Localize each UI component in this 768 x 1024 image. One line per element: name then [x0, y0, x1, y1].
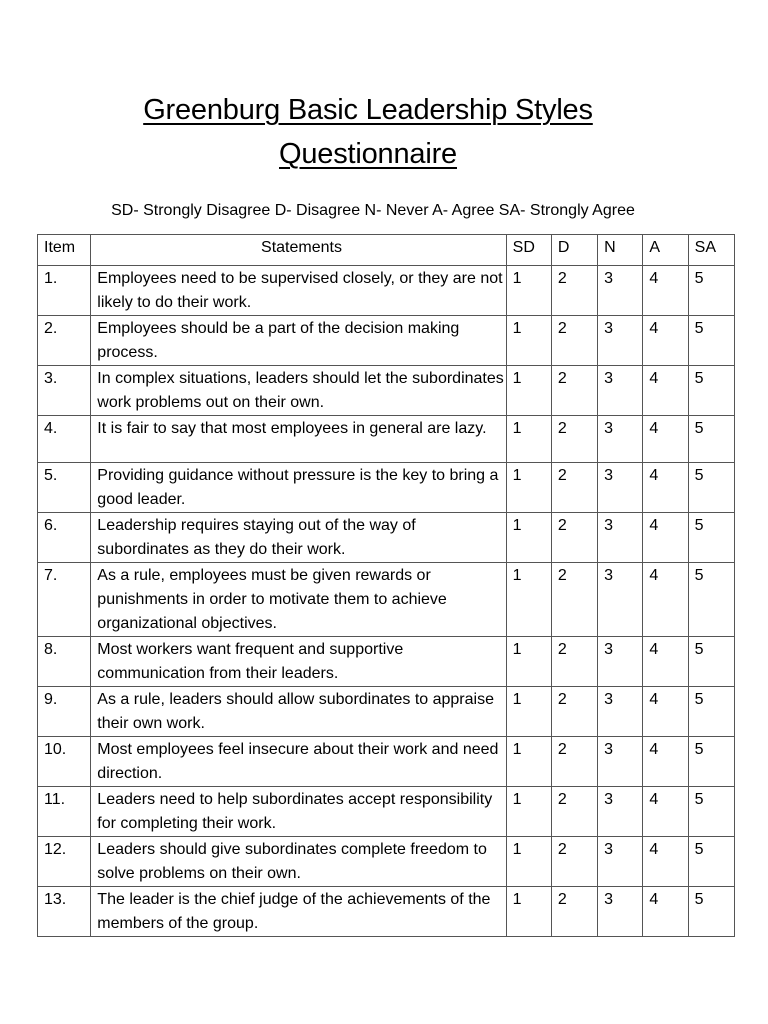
- statement-text: Employees should be a part of the decision making process.: [91, 316, 506, 366]
- rating-n: 3: [598, 513, 643, 563]
- table-row: [38, 463, 735, 513]
- item-number: 3.: [38, 366, 91, 416]
- item-number: 1.: [38, 266, 91, 316]
- header-a: A: [643, 235, 688, 266]
- rating-n: 3: [598, 887, 643, 937]
- table-row: [38, 887, 735, 937]
- statement-text: Leadership requires staying out of the way of subordinates as they do their work.: [91, 513, 506, 563]
- statement-text: Most employees feel insecure about their work and need direction.: [91, 737, 506, 787]
- rating-n: 3: [598, 687, 643, 737]
- item-number: 4.: [38, 416, 91, 463]
- rating-sd: 1: [506, 887, 551, 937]
- statement-text: Providing guidance without pressure is the key to bring a good leader.: [91, 463, 506, 513]
- rating-n: 3: [598, 837, 643, 887]
- header-item: Item: [38, 235, 91, 266]
- rating-n: 3: [598, 316, 643, 366]
- rating-sa: 5: [688, 266, 734, 316]
- rating-sa: 5: [688, 416, 734, 463]
- rating-a: 4: [643, 266, 688, 316]
- table-row: [38, 787, 735, 837]
- rating-sd: 1: [506, 563, 551, 637]
- item-number: 8.: [38, 637, 91, 687]
- statement-text: The leader is the chief judge of the achievements of the members of the group.: [91, 887, 506, 937]
- item-number: 12.: [38, 837, 91, 887]
- rating-d: 2: [551, 887, 597, 937]
- rating-a: 4: [643, 366, 688, 416]
- rating-sa: 5: [688, 887, 734, 937]
- rating-sa: 5: [688, 687, 734, 737]
- rating-sd: 1: [506, 416, 551, 463]
- document-title-line-2: Questionnaire: [279, 138, 457, 170]
- table-row: [38, 366, 735, 416]
- rating-a: 4: [643, 887, 688, 937]
- rating-sa: 5: [688, 316, 734, 366]
- rating-sa: 5: [688, 787, 734, 837]
- rating-d: 2: [551, 837, 597, 887]
- rating-scale-legend: SD- Strongly Disagree D- Disagree N- Never A- Agree SA- Strongly Agree: [111, 202, 635, 219]
- statement-text: As a rule, employees must be given rewards or punishments in order to motivate them to achieve organizational objectives.: [91, 563, 506, 637]
- table-row: [38, 266, 735, 316]
- item-number: 6.: [38, 513, 91, 563]
- rating-d: 2: [551, 737, 597, 787]
- rating-sd: 1: [506, 787, 551, 837]
- item-number: 10.: [38, 737, 91, 787]
- statement-text: It is fair to say that most employees in general are lazy.: [91, 416, 506, 463]
- rating-sd: 1: [506, 737, 551, 787]
- item-number: 5.: [38, 463, 91, 513]
- rating-d: 2: [551, 637, 597, 687]
- table-row: [38, 416, 735, 463]
- item-number: 2.: [38, 316, 91, 366]
- rating-d: 2: [551, 787, 597, 837]
- rating-sa: 5: [688, 366, 734, 416]
- header-sa: SA: [688, 235, 734, 266]
- rating-sd: 1: [506, 366, 551, 416]
- rating-n: 3: [598, 563, 643, 637]
- rating-a: 4: [643, 463, 688, 513]
- rating-n: 3: [598, 416, 643, 463]
- rating-d: 2: [551, 366, 597, 416]
- rating-n: 3: [598, 266, 643, 316]
- rating-a: 4: [643, 637, 688, 687]
- rating-sd: 1: [506, 687, 551, 737]
- rating-d: 2: [551, 316, 597, 366]
- rating-n: 3: [598, 463, 643, 513]
- rating-sd: 1: [506, 266, 551, 316]
- rating-sa: 5: [688, 637, 734, 687]
- header-d: D: [551, 235, 597, 266]
- table-row: [38, 687, 735, 737]
- document-title-line-1: Greenburg Basic Leadership Styles: [143, 94, 593, 126]
- rating-a: 4: [643, 837, 688, 887]
- rating-sa: 5: [688, 837, 734, 887]
- statement-text: In complex situations, leaders should let the subordinates work problems out on their own.: [91, 366, 506, 416]
- rating-d: 2: [551, 513, 597, 563]
- rating-a: 4: [643, 513, 688, 563]
- rating-sa: 5: [688, 563, 734, 637]
- table-row: [38, 837, 735, 887]
- questionnaire-table: [37, 234, 735, 937]
- rating-a: 4: [643, 737, 688, 787]
- item-number: 9.: [38, 687, 91, 737]
- rating-n: 3: [598, 637, 643, 687]
- rating-n: 3: [598, 787, 643, 837]
- table-row: [38, 513, 735, 563]
- statement-text: As a rule, leaders should allow subordinates to appraise their own work.: [91, 687, 506, 737]
- statement-text: Employees need to be supervised closely, or they are not likely to do their work.: [91, 266, 506, 316]
- statement-text: Most workers want frequent and supportive communication from their leaders.: [91, 637, 506, 687]
- table-header-row: [38, 235, 735, 266]
- rating-sd: 1: [506, 637, 551, 687]
- rating-sd: 1: [506, 837, 551, 887]
- item-number: 13.: [38, 887, 91, 937]
- item-number: 7.: [38, 563, 91, 637]
- table-row: [38, 737, 735, 787]
- rating-sd: 1: [506, 463, 551, 513]
- rating-a: 4: [643, 787, 688, 837]
- rating-sa: 5: [688, 513, 734, 563]
- table-row: [38, 316, 735, 366]
- rating-a: 4: [643, 563, 688, 637]
- rating-d: 2: [551, 563, 597, 637]
- rating-d: 2: [551, 416, 597, 463]
- statement-text: Leaders should give subordinates complete freedom to solve problems on their own.: [91, 837, 506, 887]
- rating-sa: 5: [688, 463, 734, 513]
- rating-d: 2: [551, 463, 597, 513]
- rating-n: 3: [598, 366, 643, 416]
- rating-sd: 1: [506, 316, 551, 366]
- header-sd: SD: [506, 235, 551, 266]
- table-row: [38, 637, 735, 687]
- header-statements: Statements: [91, 235, 506, 266]
- rating-sa: 5: [688, 737, 734, 787]
- item-number: 11.: [38, 787, 91, 837]
- rating-a: 4: [643, 416, 688, 463]
- rating-a: 4: [643, 316, 688, 366]
- statement-text: Leaders need to help subordinates accept responsibility for completing their work.: [91, 787, 506, 837]
- rating-n: 3: [598, 737, 643, 787]
- rating-d: 2: [551, 266, 597, 316]
- rating-a: 4: [643, 687, 688, 737]
- rating-d: 2: [551, 687, 597, 737]
- rating-sd: 1: [506, 513, 551, 563]
- header-n: N: [598, 235, 643, 266]
- table-row: [38, 563, 735, 637]
